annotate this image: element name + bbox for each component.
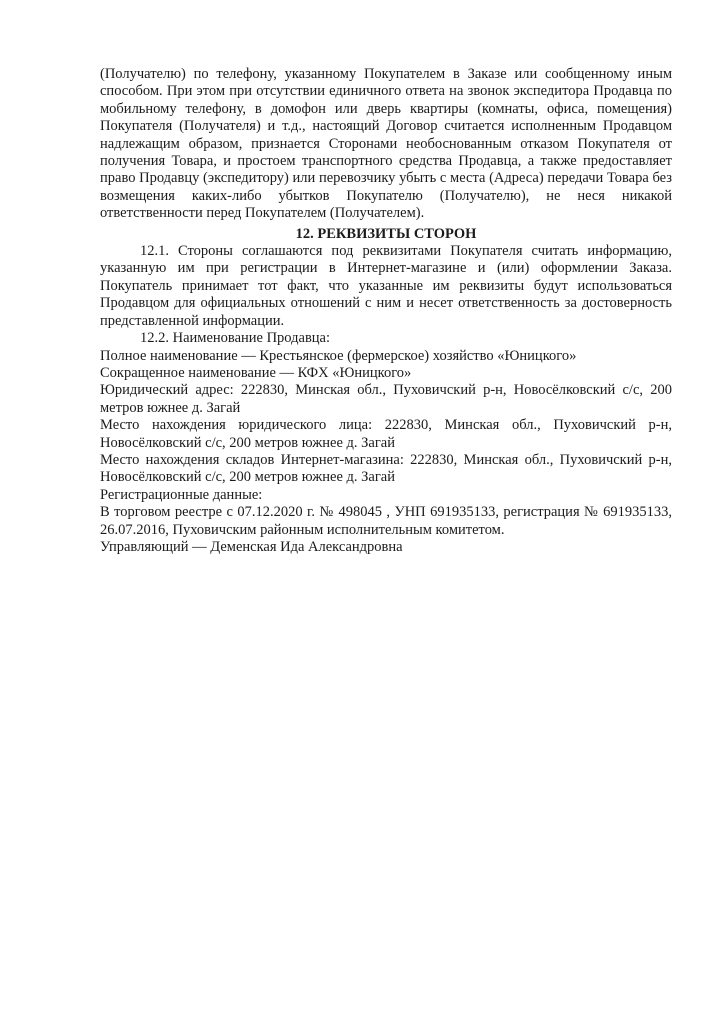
seller-entity-location-line: Место нахождения юридического лица: 222830, Минская обл., Пуховичский р-н, Новосёлковский с/с, 200 метров южнее д. Загай	[100, 417, 672, 451]
clause-12-2-seller-name-label: 12.2. Наименование Продавца:	[140, 330, 331, 347]
section-heading-requisites: 12. РЕКВИЗИТЫ СТОРОН	[295, 225, 477, 242]
seller-registration-data-label: Регистрационные данные:	[100, 486, 263, 503]
seller-manager-line: Управляющий — Деменская Ида Александровна	[100, 538, 403, 555]
seller-short-name-line: Сокращенное наименование — КФХ «Юницкого»	[100, 364, 412, 381]
clause-delivery-continuation-paragraph: (Получателю) по телефону, указанному Покупателем в Заказе или сообщенному иным способом. При этом при отсутствии единичного ответа на звонок экспедитора Продавца по мобильному телефону, в домофон или дверь квартиры (комнаты, офиса, помещения) Покупателя (Получателя) и т.д., настоящий Договор считается исполненным Продавцом надлежащим образом, признается Сторонами необоснованным отказом Покупателя от получения Товара, и простоем транспортного средства Продавца, а также предоставляет право Продавцу (экспедитору) или перевозчику убыть с места (Адреса) передачи Товара без возмещения каких-либо убытков Покупателю (Получателю), не неся никакой ответственности перед Покупателем (Получателем).	[100, 66, 672, 222]
seller-registration-info-line: В торговом реестре с 07.12.2020 г. № 498045 , УНП 691935133, регистрация № 691935133, 26.07.2016, Пуховичским районным исполнительным комитетом.	[100, 504, 672, 538]
seller-legal-address-line: Юридический адрес: 222830, Минская обл., Пуховичский р-н, Новосёлковский с/с, 200 метров южнее д. Загай	[100, 382, 672, 416]
clause-12-1-paragraph: 12.1. Стороны соглашаются под реквизитами Покупателя считать информацию, указанную им при регистрации в Интернет-магазине и (или) оформлении Заказа. Покупатель принимает тот факт, что указанные им реквизиты будут использоваться Продавцом для официальных отношений с ним и несет ответственность за достоверность представленной информации.	[100, 243, 672, 329]
seller-full-name-line: Полное наименование — Крестьянское (фермерское) хозяйство «Юницкого»	[100, 347, 577, 364]
seller-warehouse-location-line: Место нахождения складов Интернет-магазина: 222830, Минская обл., Пуховичский р-н, Новосёлковский с/с, 200 метров южнее д. Загай	[100, 451, 672, 486]
